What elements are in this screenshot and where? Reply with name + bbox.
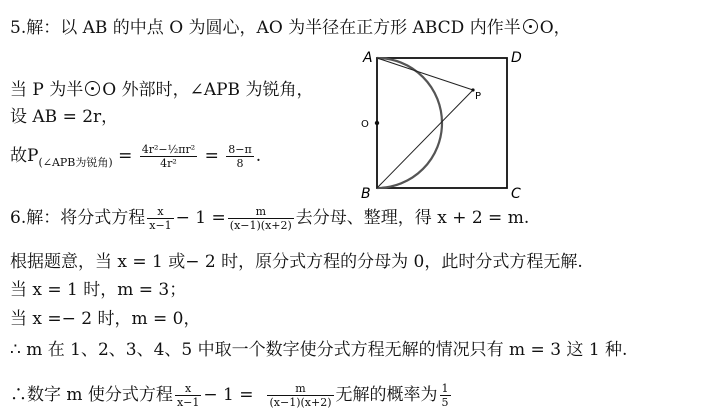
fraction-numerator: m xyxy=(228,205,294,219)
fraction-result xyxy=(226,143,253,170)
fraction-denominator: 8 xyxy=(236,157,244,170)
fraction-numerator: 1 xyxy=(441,382,449,395)
fraction-denominator: 5 xyxy=(441,396,449,409)
q5-line-3: 设 AB = 2r， xyxy=(10,107,119,127)
label-a: A xyxy=(363,50,373,66)
semicircle-arc xyxy=(377,58,442,188)
label-c: C xyxy=(511,186,521,200)
label-b: B xyxy=(361,186,371,200)
q5-line-1-text: 5.解：以 AB 的中点 O 为圆心，AO 为半径在正方形 ABCD 内作半 xyxy=(10,18,521,38)
equals-sign: = xyxy=(204,146,219,166)
q6-line-2: 根据题意，当 x = 1 或− 2 时，原分式方程的分母为 0，此时分式方程无解. xyxy=(10,252,583,272)
fraction-denominator: (x−1)(x+2) xyxy=(229,219,292,232)
segment-bp xyxy=(377,90,473,188)
fraction-denominator: 4r² xyxy=(160,157,177,170)
q5-line-1 xyxy=(10,18,571,38)
fraction-denominator: x−1 xyxy=(149,219,172,232)
probability-subscript: (∠APB为锐角) xyxy=(38,156,113,169)
fraction-x-over-x-minus-1 xyxy=(175,382,201,409)
fraction-numerator: x xyxy=(147,205,173,219)
q6-line-5: ∴ m 在 1、2、3、4、5 中取一个数字使分式方程无解的情况只有 m = 3 这 1 种. xyxy=(10,340,628,360)
q6-line-6 xyxy=(10,382,453,409)
q6-line-1-b: − 1 = xyxy=(175,208,226,228)
q5-line-2-a: 当 P 为半 xyxy=(10,80,84,100)
circle-dot-icon xyxy=(85,81,100,96)
q6-line-4: 当 x =− 2 时，m = 0， xyxy=(10,309,201,329)
label-o: O xyxy=(361,119,369,130)
q6-line-3: 当 x = 1 时，m = 3； xyxy=(10,280,187,300)
fraction-numerator: x xyxy=(175,382,201,396)
segment-ap xyxy=(377,58,473,90)
probability-symbol: 故P xyxy=(10,146,39,166)
q6-line-6-c: 无解的概率为 xyxy=(335,385,438,405)
fraction-numerator: 4r²−½πr² xyxy=(141,143,196,156)
label-d: D xyxy=(511,50,522,66)
fraction-numerator: 8−π xyxy=(228,143,252,156)
equals-sign: = xyxy=(118,146,133,166)
q5-line-4 xyxy=(10,143,261,173)
q6-line-6-a: ∴数字 m 使分式方程 xyxy=(10,385,173,405)
circle-dot-icon xyxy=(523,19,538,34)
fraction-one-fifth xyxy=(440,382,451,409)
fraction-m-over-product xyxy=(228,205,294,232)
square-semicircle-figure xyxy=(355,40,525,200)
fraction-denominator: (x−1)(x+2) xyxy=(269,396,332,409)
label-p: P xyxy=(475,91,482,102)
fraction-numerator: m xyxy=(267,382,333,396)
q5-line-2 xyxy=(10,80,313,100)
fraction-x-over-x-minus-1 xyxy=(147,205,173,232)
fraction-area xyxy=(140,143,197,170)
fraction-m-over-product xyxy=(267,382,333,409)
q5-line-1-end: O， xyxy=(539,18,571,38)
q6-line-6-b: − 1 = xyxy=(203,385,254,405)
q5-line-2-b: O 外部时，∠APB 为锐角， xyxy=(102,80,314,100)
q6-line-1 xyxy=(10,205,529,232)
center-point-o xyxy=(375,121,379,125)
q6-line-1-a: 6.解：将分式方程 xyxy=(10,208,146,228)
q6-line-1-c: 去分母、整理，得 x + 2 = m. xyxy=(295,208,530,228)
fraction-denominator: x−1 xyxy=(176,396,200,409)
period: . xyxy=(255,146,262,166)
